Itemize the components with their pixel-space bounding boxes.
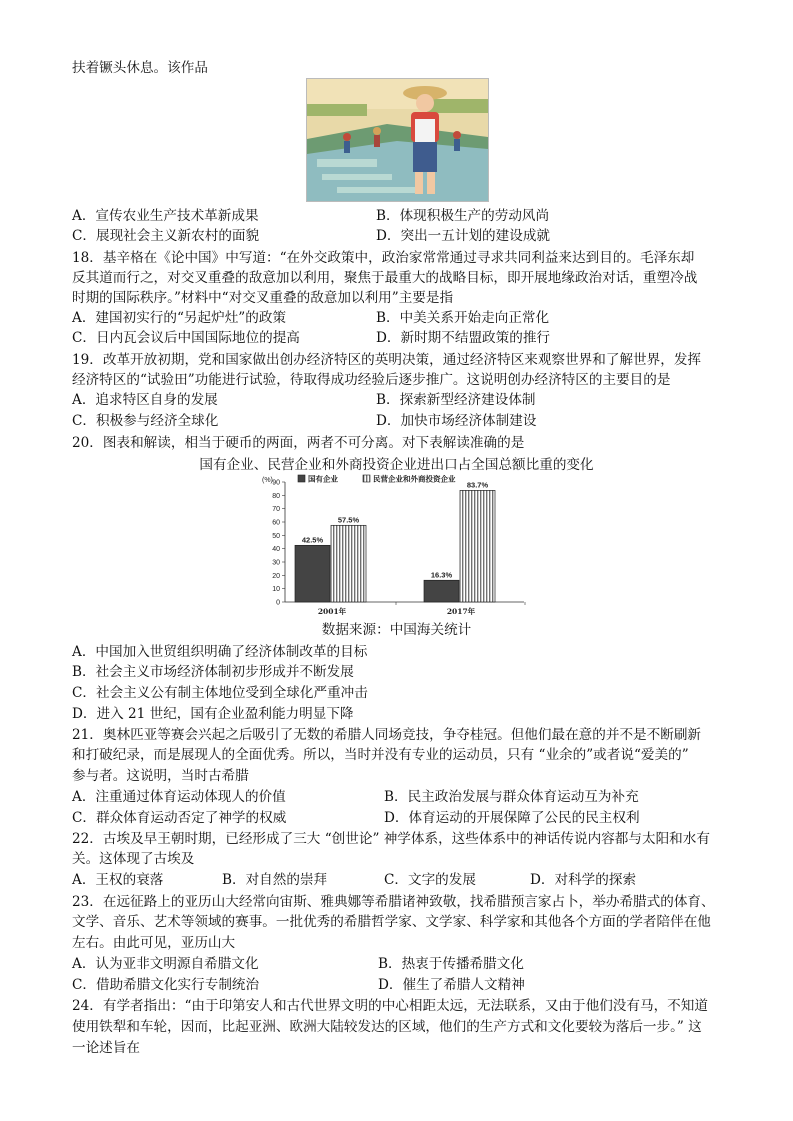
q20-stem-1: 20．图表和解读，相当于硬币的两面，两者不可分离。对下表解读准确的是 [72, 435, 525, 451]
q20-option-b[interactable]: B．社会主义市场经济体制初步形成并不断发展 [72, 664, 354, 680]
q23-option-d[interactable]: D．催生了希腊人文精神 [378, 977, 525, 993]
bar [424, 580, 459, 602]
q21-option-d[interactable]: D．体育运动的开展保障了公民的民主权利 [384, 810, 640, 826]
y-tick-label: 70 [272, 506, 280, 514]
propaganda-poster-image [306, 78, 489, 202]
y-tick-label: 0 [276, 599, 280, 607]
q21-option-b[interactable]: B．民主政治发展与群众体育运动互为补充 [384, 789, 639, 805]
q17-stem-tail: 扶着镢头休息。该作品 [72, 60, 208, 76]
q23-option-a[interactable]: A．认为亚非文明源自希腊文化 [72, 956, 259, 972]
q24-stem-1: 24．有学者指出：“由于印第安人和古代世界文明的中心相距太远，无法联系，又由于他们没有马，不知道 [72, 998, 708, 1014]
q24-stem-3: 一论述旨在 [72, 1040, 140, 1056]
q19-option-c[interactable]: C．积极参与经济全球化 [72, 413, 219, 429]
bar-value-label: 83.7% [466, 480, 489, 490]
q21-option-c[interactable]: C．群众体育运动否定了神学的权威 [72, 810, 287, 826]
x-tick-label: 2001年 [317, 607, 347, 616]
poster-illustration-icon [307, 79, 488, 201]
chart-source: 数据来源：中国海关统计 [321, 622, 472, 638]
q22-option-d[interactable]: D．对科学的探索 [530, 872, 637, 888]
bar [295, 545, 330, 602]
q22-stem-1: 22．古埃及早王朝时期，已经形成了三大 “创世论” 神学体系，这些体系中的神话传说内容都与太阳和水有 [72, 831, 710, 847]
q22-option-a[interactable]: A．王权的衰落 [72, 872, 164, 888]
chart-title: 国有企业、民营企业和外商投资企业进出口占全国总额比重的变化 [199, 457, 594, 473]
q22-option-c[interactable]: C．文字的发展 [384, 872, 476, 888]
q18-stem-2: 反其道而行之，对交叉重叠的敌意加以利用，聚焦于最重大的战略目标，即开展地缘政治对话，重塑冷战 [72, 270, 698, 286]
q19-option-a[interactable]: A．追求特区自身的发展 [72, 392, 218, 408]
q23-stem-2: 文学、音乐、艺术等领域的赛事。一批优秀的希腊哲学家、文学家、科学家和其他各个方面的学者陪伴在他 [72, 914, 711, 930]
y-tick-label: 40 [272, 546, 280, 554]
legend-label: 民营企业和外商投资企业 [373, 474, 456, 484]
q18-option-a[interactable]: A．建国初实行的“另起炉灶”的政策 [72, 310, 287, 326]
bar-value-label: 42.5% [301, 535, 324, 545]
bar [331, 525, 366, 602]
q19-stem-2: 经济特区的“试验田”功能进行试验，待取得成功经验后逐步推广。这说明创办经济特区的主要目的是 [72, 372, 671, 388]
bar [460, 490, 495, 602]
q22-option-b[interactable]: B．对自然的崇拜 [222, 872, 328, 888]
q19-stem-1: 19．改革开放初期，党和国家做出创办经济特区的英明决策，通过经济特区来观察世界和了解世界，发挥 [72, 352, 702, 368]
legend-swatch [363, 475, 370, 482]
q23-stem-3: 左右。由此可见，亚历山大 [72, 935, 236, 951]
y-tick-label: 60 [272, 519, 280, 527]
bar-value-label: 16.3% [430, 570, 453, 580]
x-tick-label: 2017年 [446, 607, 476, 616]
q23-option-b[interactable]: B．热衷于传播希腊文化 [378, 956, 524, 972]
y-tick-label: 20 [272, 572, 280, 580]
q19-option-b[interactable]: B．探索新型经济建设体制 [376, 392, 536, 408]
y-axis-label: (%) [262, 477, 273, 484]
q19-option-d[interactable]: D．加快市场经济体制建设 [376, 413, 537, 429]
q17-option-c[interactable]: C．展现社会主义新农村的面貌 [72, 228, 260, 244]
q18-stem-1: 18．基辛格在《论中国》中写道：“在外交政策中，政治家常常通过寻求共同利益来达到目的。毛泽东却 [72, 250, 695, 266]
y-tick-label: 30 [272, 559, 280, 567]
q23-stem-1: 23．在远征路上的亚历山大经常向宙斯、雅典娜等希腊诸神致敬，找希腊预言家占卜，举办希腊式的体育、 [72, 894, 715, 910]
q18-option-b[interactable]: B．中美关系开始走向正常化 [376, 310, 550, 326]
y-tick-label: 10 [272, 586, 280, 594]
q18-option-c[interactable]: C．日内瓦会议后中国国际地位的提高 [72, 330, 300, 346]
q20-option-c[interactable]: C．社会主义公有制主体地位受到全球化严重冲击 [72, 685, 368, 701]
q21-stem-3: 参与者。这说明，当时古希腊 [72, 768, 249, 784]
q17-option-b[interactable]: B．体现积极生产的劳动风尚 [376, 208, 550, 224]
q20-option-d[interactable]: D．进入 21 世纪，国有企业盈利能力明显下降 [72, 706, 354, 722]
q20-option-a[interactable]: A．中国加入世贸组织明确了经济体制改革的目标 [72, 644, 368, 660]
bar-value-label: 57.5% [337, 515, 360, 525]
y-tick-label: 80 [272, 492, 280, 500]
q21-stem-1: 21．奥林匹亚等赛会兴起之后吸引了无数的希腊人同场竞技，争夺桂冠。但他们最在意的并不是不断刷新 [72, 727, 702, 743]
q17-option-d[interactable]: D．突出一五计划的建设成就 [376, 228, 551, 244]
y-tick-label: 50 [272, 532, 280, 540]
q18-option-d[interactable]: D．新时期不结盟政策的推行 [376, 330, 551, 346]
q23-option-c[interactable]: C．借助希腊文化实行专制统治 [72, 977, 260, 993]
q21-option-a[interactable]: A．注重通过体育运动体现人的价值 [72, 789, 286, 805]
q18-stem-3: 时期的国际秩序。”材料中“对交叉重叠的敌意加以利用”主要是指 [72, 290, 454, 306]
q21-stem-2: 和打破纪录，而是展现人的全面优秀。所以，当时并没有专业的运动员，只有 “业余的”或者说“爱美的” [72, 747, 689, 763]
legend-swatch [298, 475, 305, 482]
q17-option-a[interactable]: A．宣传农业生产技术革新成果 [72, 208, 259, 224]
q24-stem-2: 使用铁犁和车轮，因而，比起亚洲、欧洲大陆较发达的区域，他们的生产方式和文化要较为落后一步。” 这 [72, 1019, 702, 1035]
y-tick-label: 90 [272, 479, 280, 487]
legend-label: 国有企业 [308, 474, 338, 484]
bar-chart [258, 471, 530, 619]
q22-stem-2: 关。这体现了古埃及 [72, 851, 195, 867]
